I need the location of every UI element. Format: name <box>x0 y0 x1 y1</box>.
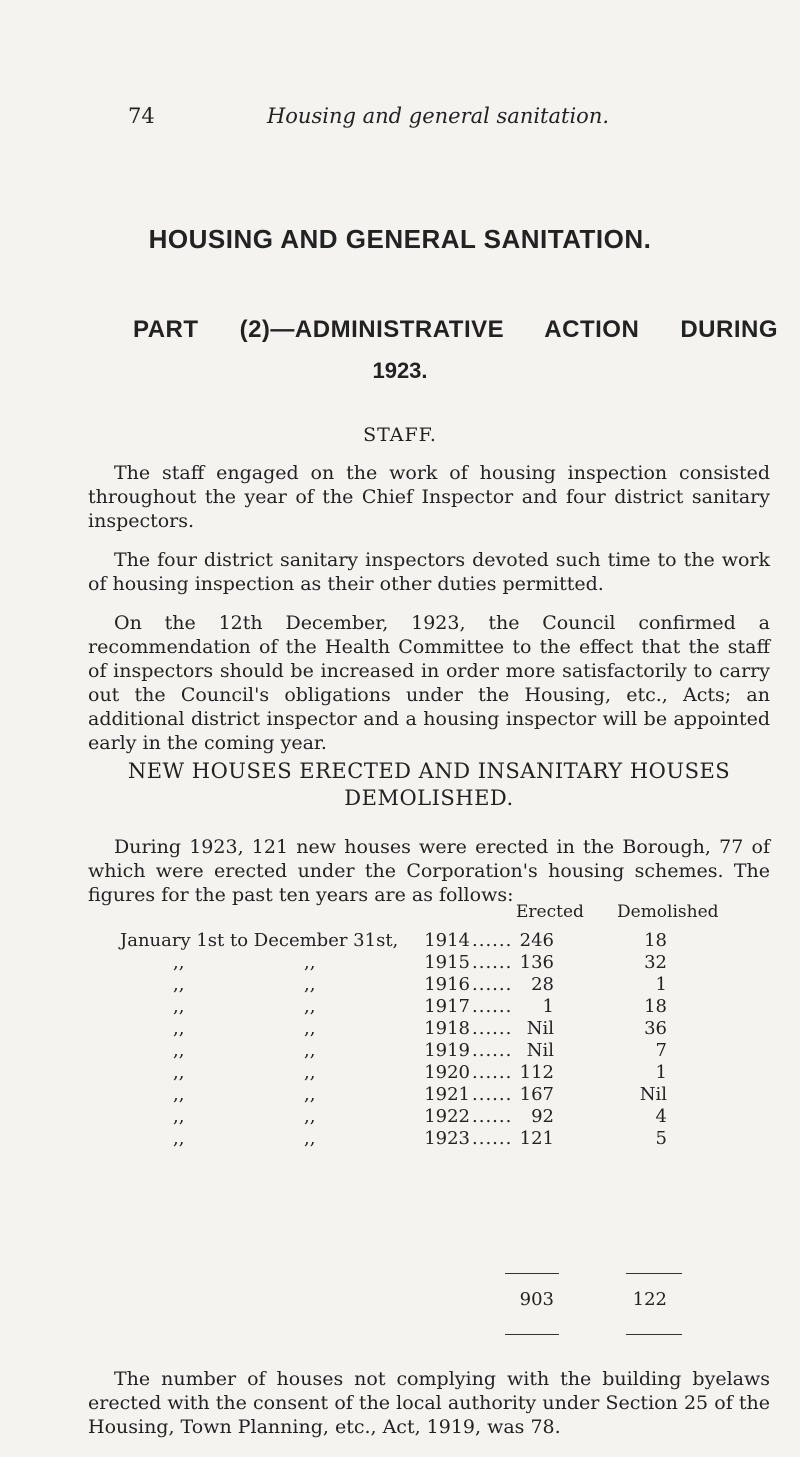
table-row <box>0 930 800 952</box>
table-row <box>0 952 800 974</box>
row-year: 1917 <box>424 996 470 1017</box>
leader-dots: ...... <box>472 1018 513 1039</box>
ditto-mark: ,, <box>173 1106 185 1127</box>
total-demolished: 122 <box>632 1289 667 1310</box>
table-row <box>0 1018 800 1040</box>
leader-dots: ...... <box>472 1128 513 1149</box>
row-demolished: 36 <box>644 1018 667 1039</box>
table-row <box>0 996 800 1018</box>
row-year: 1921 <box>424 1084 470 1105</box>
row-erected: 1 <box>542 996 554 1017</box>
row-erected: 28 <box>531 974 554 995</box>
ditto-mark: ,, <box>304 1018 316 1039</box>
leader-dots: ...... <box>472 974 513 995</box>
row-demolished: 1 <box>655 1062 667 1083</box>
row-erected: 121 <box>519 1128 554 1149</box>
ditto-mark: ,, <box>304 1062 316 1083</box>
row-erected: 92 <box>531 1106 554 1127</box>
ditto-mark: ,, <box>173 974 185 995</box>
row-demolished: 32 <box>644 952 667 973</box>
running-header <box>128 104 748 134</box>
leader-dots: ...... <box>472 1106 513 1127</box>
running-title: Housing and general sanitation. <box>266 104 610 128</box>
row-erected: Nil <box>526 1040 554 1061</box>
ditto-mark: ,, <box>304 1040 316 1061</box>
table-row <box>0 1128 800 1150</box>
leader-dots: ...... <box>472 930 513 951</box>
rule-erected-bottom <box>505 1334 559 1335</box>
paragraph-houses-erected: During 1923, 121 new houses were erected in the Borough, 77 of which were erected under the Corporation's housing schemes. The figures for the past ten years are as follows: <box>88 836 770 906</box>
table-row <box>0 1062 800 1084</box>
paragraph-staff: The staff engaged on the work of housing inspection consisted throughout the year of the Chief Inspector and four district sanitary inspectors. <box>88 462 770 532</box>
row-demolished: 1 <box>655 974 667 995</box>
leader-dots: ...... <box>472 1084 513 1105</box>
ditto-mark: ,, <box>304 952 316 973</box>
leader-dots: ...... <box>472 996 513 1017</box>
table-row <box>0 1106 800 1128</box>
row-year: 1922 <box>424 1106 470 1127</box>
row-demolished: Nil <box>639 1084 667 1105</box>
ditto-mark: ,, <box>304 1084 316 1105</box>
part-title: PART (2)—ADMINISTRATIVE ACTION DURING <box>133 316 778 343</box>
ditto-mark: ,, <box>173 996 185 1017</box>
row-demolished: 5 <box>655 1128 667 1149</box>
ditto-mark: ,, <box>304 1106 316 1127</box>
paragraph-inspectors: The four district sanitary inspectors devoted such time to the work of housing inspection as their other duties permitted. <box>88 549 770 595</box>
rule-demolished-top <box>626 1273 682 1274</box>
rule-erected-top <box>505 1273 559 1274</box>
row-erected: 246 <box>519 930 554 951</box>
row-demolished: 18 <box>644 930 667 951</box>
row-demolished: 18 <box>644 996 667 1017</box>
leader-dots: ...... <box>472 1062 513 1083</box>
ditto-mark: ,, <box>173 1040 185 1061</box>
table-row <box>0 1040 800 1062</box>
row-demolished: 4 <box>655 1106 667 1127</box>
table-row <box>0 1084 800 1106</box>
section-heading: NEW HOUSES ERECTED AND INSANITARY HOUSES DEMOLISHED. <box>127 759 731 810</box>
ditto-mark: ,, <box>173 1062 185 1083</box>
row-year: 1923 <box>424 1128 470 1149</box>
row-year: 1915 <box>424 952 470 973</box>
row-year: 1920 <box>424 1062 470 1083</box>
part-year: 1923. <box>372 358 428 383</box>
row-year: 1918 <box>424 1018 470 1039</box>
leader-dots: ...... <box>472 1040 513 1061</box>
column-header-demolished: Demolished <box>617 902 719 922</box>
ditto-mark: ,, <box>173 1084 185 1105</box>
row-year: 1914 <box>424 930 470 951</box>
rule-demolished-bottom <box>626 1334 682 1335</box>
main-title: HOUSING AND GENERAL SANITATION. <box>148 224 652 254</box>
ditto-mark: ,, <box>173 1128 185 1149</box>
row-label: January 1st to December 31st, <box>120 930 399 951</box>
row-demolished: 7 <box>655 1040 667 1061</box>
paragraph-council: On the 12th December, 1923, the Council confirmed a recommendation of the Health Committee to the effect that the staff of inspectors should be increased in order more satisfactorily to carry out the Council's obligations under the Housing, etc., Acts; an additional district inspector and a housing inspector will be appointed early in the coming year. <box>88 612 770 754</box>
row-erected: 136 <box>519 952 554 973</box>
paragraph-byelaws: The number of houses not complying with the building byelaws erected with the consent of the local authority under Section 25 of the Housing, Town Planning, etc., Act, 1919, was 78. <box>88 1368 770 1438</box>
row-year: 1916 <box>424 974 470 995</box>
total-erected: 903 <box>519 1289 554 1310</box>
staff-heading: STAFF. <box>363 424 437 446</box>
column-header-erected: Erected <box>516 902 584 922</box>
row-year: 1919 <box>424 1040 470 1061</box>
row-erected: 112 <box>519 1062 554 1083</box>
ditto-mark: ,, <box>173 1018 185 1039</box>
ditto-mark: ,, <box>304 1128 316 1149</box>
ditto-mark: ,, <box>304 974 316 995</box>
leader-dots: ...... <box>472 952 513 973</box>
table-row <box>0 974 800 996</box>
ditto-mark: ,, <box>173 952 185 973</box>
page-number: 74 <box>128 104 155 128</box>
ditto-mark: ,, <box>304 996 316 1017</box>
row-erected: Nil <box>526 1018 554 1039</box>
row-erected: 167 <box>519 1084 554 1105</box>
